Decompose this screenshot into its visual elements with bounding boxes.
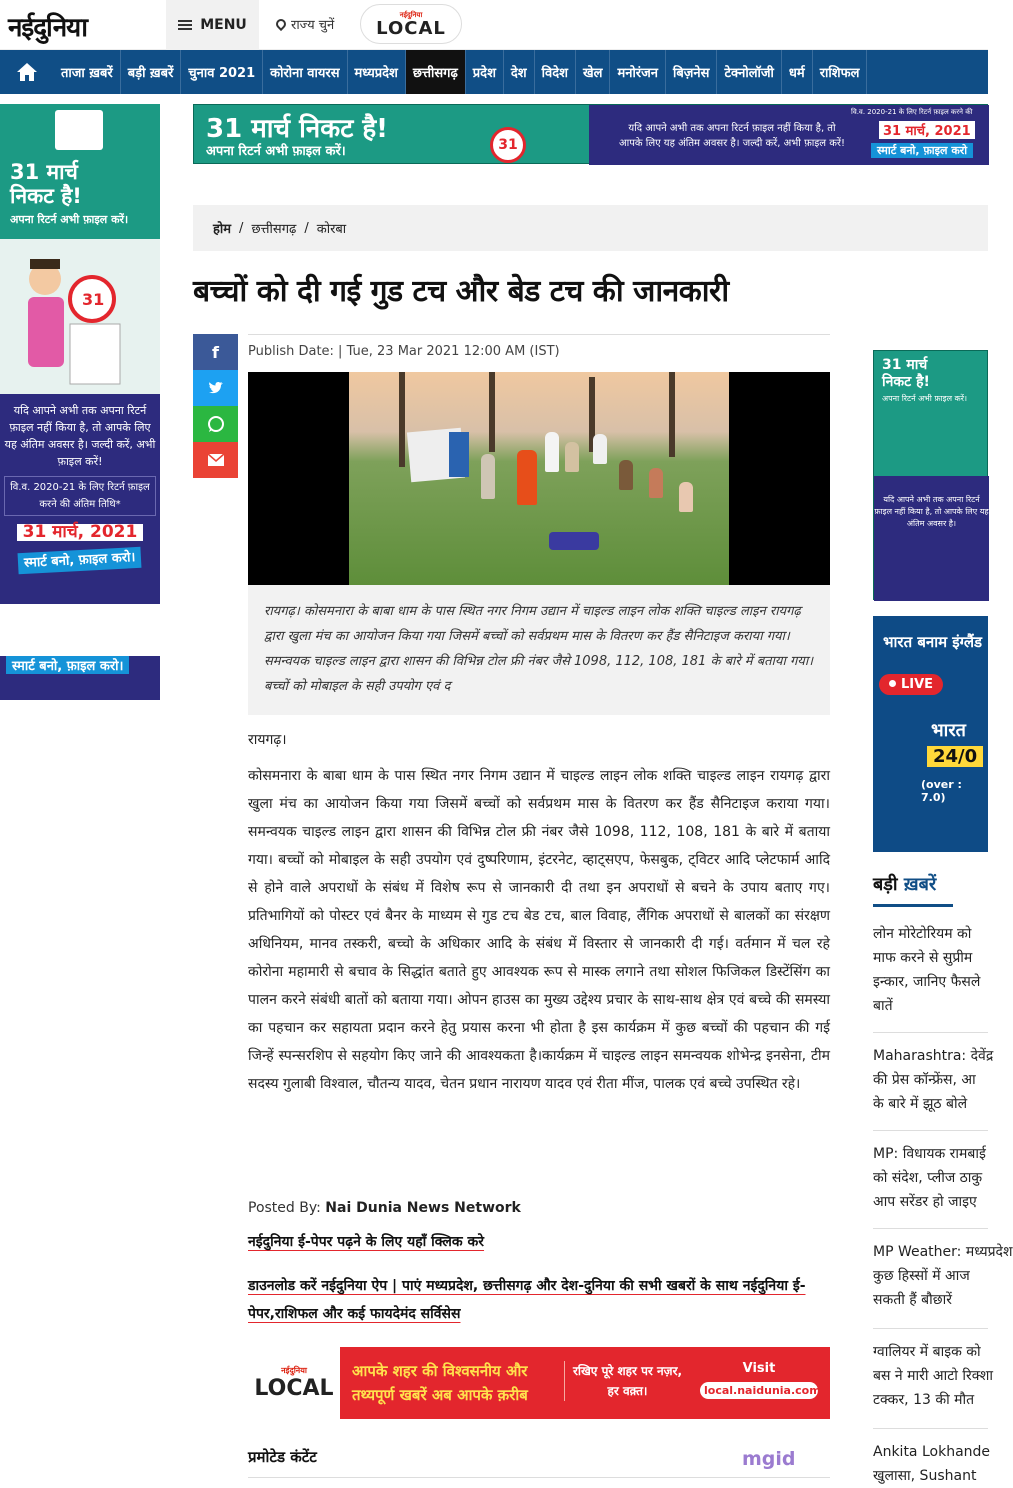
left-ad-banner-2[interactable] bbox=[0, 656, 160, 700]
local-ad-visit bbox=[700, 1361, 821, 1399]
nav-item-2[interactable]: चुनाव 2021 bbox=[181, 50, 263, 94]
top-news-divider bbox=[873, 1328, 988, 1329]
location-pin-icon bbox=[274, 17, 288, 31]
top-news-item[interactable] bbox=[873, 1044, 994, 1116]
live-team: भारत bbox=[931, 720, 966, 741]
left-ad-bottom bbox=[0, 394, 160, 604]
dateline: रायगढ़। bbox=[248, 732, 287, 748]
calendar-31-icon: 31 bbox=[490, 127, 526, 163]
top-news-divider bbox=[873, 1032, 988, 1033]
breadcrumb: होम / छत्तीसगढ़ / कोरबा bbox=[193, 205, 988, 251]
top-news-line: के बारे में झूठ बोले bbox=[873, 1096, 968, 1112]
live-badge: LIVE bbox=[879, 674, 943, 695]
right-ad-banner[interactable] bbox=[873, 350, 988, 600]
site-logo[interactable]: नईदुनिया bbox=[8, 13, 87, 43]
local-button[interactable] bbox=[360, 4, 462, 44]
promoted-content-heading: प्रमोटेड कंटेंट bbox=[248, 1448, 317, 1466]
article-photo[interactable] bbox=[248, 372, 830, 585]
right-ad-sub: अपना रिटर्न अभी फ़ाइल करें। bbox=[882, 394, 968, 403]
local-ad-url[interactable]: local.naidunia.com bbox=[700, 1382, 818, 1399]
breadcrumb-city[interactable]: कोरबा bbox=[316, 222, 347, 237]
nav-item-7[interactable]: देश bbox=[504, 50, 535, 94]
article-body: कोसमनारा के बाबा धाम के पास स्थित नगर निगम उद्यान में चाइल्ड लाइन लोक शक्ति चाइल्ड लाइन रायगढ़ द्वारा खुला मंच का आयोजन किया गया जिसमें बच्चों को सर्वप्रथम मास के वितरण कर हैंड सैनिटाइज कराया गया। समन्वयक चाइल्ड लाइन द्वारा शासन की विभिन्न टोल फ्री नंबर जैसे 1098, 112, 108, 181 के बारे में बताया गया। बच्चों को मोबाइल के सही उपयोग एवं दुष्परिणाम, इंटरनेट, व्हाट्सएप, फेसबुक, ट्विटर आदि प्लेटफार्म आदि से होने वाले अपराधों के संबंध में विशेष रूप से जानकारी दी तथा इन अपराधों से बचने के उपाय बताए गए। प्रतिभागियों को पोस्टर एवं बैनर के माध्यम से गुड टच बेड टच, बाल विवाह, लैंगिक अपराधों से बालकों का संरक्षण अधिनियम, मानव तस्करी, बच्चो के अधिकार आदि के संबंध में विस्तार से जानकारी दी गई। वर्तमान में चल रहे कोरोना महामारी से बचाव के सिद्धांत बताते हुए आवश्यक रूप से मास्क लगाने तथा सोशल फिजिकल डिस्टेंसिंग का पालन करने संबंधी बातों को बताया गया। ओपन हाउस का मुख्य उद्देश्य प्रचार के साथ-साथ क्षेत्र एवं बच्चे की समस्या का पहचान कर सहायता प्रदान करने हेतु प्रयास करना भी होता है इस कार्यक्रम में कुछ बच्चों की पहचान की गई जिन्हें स्पन्सरशिप से सहयोग किए जाने की आवश्यकता है।कार्यक्रम में चाइल्ड लाइन समन्वयक शोभेन्द्र इनसेना, टीम सदस्य गुलाबी विश्वाल, चौतन्य यादव, चेतन प्रधान नारायण यादव एवं रीता मींज, पालक एवं बच्चे उपस्थित रहे। bbox=[248, 768, 830, 1092]
local-ad-middle: रखिए पूरे शहर पर नज़र, हर वक़्त। bbox=[564, 1361, 684, 1401]
top-news-divider bbox=[873, 1228, 988, 1229]
local-big-text: LOCAL bbox=[376, 17, 446, 39]
tax-department-emblem bbox=[55, 110, 103, 150]
promoted-divider bbox=[248, 1477, 830, 1478]
live-score: 24/0 bbox=[927, 746, 983, 767]
top-news-underline bbox=[873, 904, 953, 907]
top-news-item[interactable] bbox=[873, 1340, 994, 1412]
top-news-line: सकती हैं बौछारें bbox=[873, 1292, 952, 1308]
top-news-line: कुछ हिस्सों में आज bbox=[873, 1268, 970, 1284]
menu-label: MENU bbox=[200, 17, 247, 33]
nav-item-8[interactable]: विदेश bbox=[535, 50, 576, 94]
right-ad-body: यदि आपने अभी तक अपना रिटर्न फ़ाइल नहीं किया है, तो आपके लिए यह अंतिम अवसर है। bbox=[874, 476, 989, 601]
left-ad-banner[interactable] bbox=[0, 104, 160, 604]
top-news-heading-a: बड़ी bbox=[873, 874, 898, 895]
article-title: बच्चों को दी गई गुड टच और बेड टच की जानकारी bbox=[193, 274, 729, 309]
posted-by-author[interactable]: Nai Dunia News Network bbox=[325, 1200, 521, 1216]
local-small-text: नईदुनिया bbox=[399, 10, 423, 19]
top-news-item[interactable] bbox=[873, 1440, 991, 1488]
hamburger-icon bbox=[178, 20, 192, 30]
nav-item-6[interactable]: प्रदेश bbox=[466, 50, 504, 94]
main-nav bbox=[0, 50, 988, 94]
live-title: भारत बनाम इंग्लैंड bbox=[883, 633, 983, 651]
nav-item-10[interactable]: मनोरंजन bbox=[610, 50, 666, 94]
nav-item-9[interactable]: खेल bbox=[576, 50, 610, 94]
mgid-logo[interactable]: mgid bbox=[742, 1448, 796, 1470]
top-news-line: इन्कार, जानिए फैसले bbox=[873, 974, 981, 990]
top-news-divider bbox=[873, 1428, 988, 1429]
top-news-line: टक्कर, 13 की मौत bbox=[873, 1392, 975, 1408]
menu-button[interactable] bbox=[166, 0, 259, 50]
epaper-link[interactable]: नईदुनिया ई-पेपर पढ़ने के लिए यहाँ क्लिक करे bbox=[248, 1234, 485, 1250]
top-news-line: Ankita Lokhande bbox=[873, 1444, 991, 1460]
top-news-line: Maharashtra: देवेंद्र bbox=[873, 1048, 994, 1064]
right-ad-headline: 31 मार्च निकट है! bbox=[882, 357, 930, 390]
local-ad-visit-label: Visit bbox=[742, 1361, 776, 1376]
top-news-line: ग्वालियर में बाइक को bbox=[873, 1344, 981, 1360]
nav-item-3[interactable]: कोरोना वायरस bbox=[263, 50, 347, 94]
state-label: राज्य चुनें bbox=[291, 18, 335, 33]
top-bar bbox=[0, 0, 988, 50]
local-ad-banner[interactable] bbox=[248, 1347, 830, 1419]
top-ad-body: यदि आपने अभी तक अपना रिटर्न फ़ाइल नहीं किया है, तो आपके लिए यह अंतिम अवसर है। जल्दी करें, अभी फ़ाइल करें! bbox=[618, 123, 846, 149]
top-news-heading-b: ख़बरें bbox=[903, 874, 937, 895]
left-ad-sub: अपना रिटर्न अभी फ़ाइल करें। bbox=[10, 213, 129, 226]
top-news-line: बस ने मारी आटो रिक्शा bbox=[873, 1368, 994, 1384]
title-divider bbox=[248, 334, 830, 335]
nav-item-4[interactable]: मध्यप्रदेश bbox=[348, 50, 406, 94]
share-bar bbox=[193, 334, 238, 478]
app-download-link[interactable]: डाउनलोड करें नईदुनिया ऐप | पाएं मध्यप्रदेश, छत्तीसगढ़ और देश-दुनिया की सभी खबरों के साथ नईदुनिया ई-पेपर,राशिफल और कई फायदेमंद सर्विसेस bbox=[248, 1278, 806, 1322]
top-ad-headline: 31 मार्च निकट है! bbox=[206, 114, 389, 144]
state-selector[interactable] bbox=[276, 15, 334, 33]
posted-by bbox=[248, 1200, 521, 1216]
whatsapp-icon[interactable] bbox=[193, 406, 238, 442]
left-ad-date: 31 मार्च, 2021 bbox=[17, 524, 144, 541]
top-news-item[interactable] bbox=[873, 922, 988, 1018]
nav-item-11[interactable]: बिज़नेस bbox=[666, 50, 717, 94]
top-ad-right bbox=[589, 105, 989, 165]
top-news-line: MP: विधायक रामबाई bbox=[873, 1146, 986, 1162]
left-ad-2-slogan: स्मार्ट बनो, फ़ाइल करो। bbox=[6, 656, 129, 674]
twitter-icon[interactable] bbox=[193, 370, 238, 406]
local-ad-tagline: आपके शहर की विश्वसनीय और तथ्यपूर्ण खबरें अब आपके क़रीब bbox=[352, 1362, 528, 1404]
top-news-line: आप सरेंडर हो जाइए bbox=[873, 1194, 977, 1210]
local-ad-logo-big: LOCAL bbox=[254, 1376, 334, 1401]
top-news-line: बातें bbox=[873, 998, 893, 1014]
top-news-heading bbox=[873, 872, 936, 896]
publish-date: Publish Date: | Tue, 23 Mar 2021 12:00 AM (IST) bbox=[248, 344, 560, 359]
left-ad-note: वि.व. 2020-21 के लिए रिटर्न फ़ाइल करने की अंतिम तिथि* bbox=[4, 476, 156, 516]
top-news-line: MP Weather: मध्यप्रदेश bbox=[873, 1244, 1013, 1260]
top-news-line: की प्रेस कॉन्फ्रेंस, आ bbox=[873, 1072, 976, 1088]
nav-item-1[interactable]: बड़ी ख़बरें bbox=[121, 50, 182, 94]
left-ad-body: यदि आपने अभी तक अपना रिटर्न फ़ाइल नहीं किया है, तो आपके लिए यह अंतिम अवसर है। जल्दी करें, अभी फ़ाइल करें! bbox=[4, 404, 156, 468]
top-news-line: माफ करने से सुप्रीम bbox=[873, 950, 973, 966]
top-ad-note: वि.व. 2020-21 के लिए रिटर्न फ़ाइल करने की bbox=[851, 108, 973, 116]
email-icon[interactable] bbox=[193, 442, 238, 478]
nav-item-0[interactable]: ताजा ख़बरें bbox=[54, 50, 121, 94]
local-ad-logo-small: नईदुनिया bbox=[281, 1366, 307, 1375]
top-news-line: को संदेश, प्लीज ठाकु bbox=[873, 1170, 983, 1186]
posted-by-label: Posted By: bbox=[248, 1200, 321, 1216]
left-ad-slogan: स्मार्ट बनो, फ़ाइल करो। bbox=[18, 547, 142, 574]
home-icon[interactable] bbox=[0, 50, 54, 94]
top-ad-banner[interactable] bbox=[193, 104, 988, 164]
breadcrumb-home[interactable]: होम bbox=[213, 222, 232, 237]
nav-item-12[interactable]: टेक्नोलॉजी bbox=[717, 50, 781, 94]
nav-item-5[interactable]: छत्तीसगढ़ bbox=[406, 50, 466, 94]
breadcrumb-state[interactable]: छत्तीसगढ़ bbox=[251, 222, 297, 237]
live-overs: (over : 7.0) bbox=[921, 778, 962, 804]
top-news-item[interactable] bbox=[873, 1240, 1013, 1312]
nav-item-13[interactable]: धर्म bbox=[782, 50, 813, 94]
photo-caption: रायगढ़। कोसमनारा के बाबा धाम के पास स्थित नगर निगम उद्यान में चाइल्ड लाइन लोक शक्ति चाइल्ड लाइन रायगढ़ द्वारा खुला मंच का आयोजन किया गया जिसमें बच्चों को सर्वप्रथम मास के वितरण कर हैंड सैनिटाइज कराया गया। समन्वयक चाइल्ड लाइन द्वारा शासन की विभिन्न टोल फ्री नंबर जैसे 1098, 112, 108, 181 के बारे में बताया गया। बच्चों को मोबाइल के सही उपयोग एवं द bbox=[248, 585, 830, 715]
top-ad-slogan: स्मार्ट बनो, फ़ाइल करो bbox=[871, 143, 973, 158]
live-score-widget[interactable] bbox=[873, 616, 988, 852]
top-news-divider bbox=[873, 1130, 988, 1131]
svg-text:31: 31 bbox=[82, 290, 105, 309]
left-ad-headline: 31 मार्च निकट है! bbox=[10, 160, 82, 208]
nav-item-14[interactable]: राशिफल bbox=[813, 50, 868, 94]
local-ad-logo bbox=[248, 1347, 340, 1419]
top-news-line: लोन मोरेटोरियम को bbox=[873, 926, 972, 942]
top-news-line: खुलासा, Sushant bbox=[873, 1468, 977, 1484]
top-ad-sub: अपना रिटर्न अभी फ़ाइल करें। bbox=[206, 144, 346, 159]
photo-scene bbox=[349, 372, 729, 585]
top-news-item[interactable] bbox=[873, 1142, 988, 1214]
top-ad-date: 31 मार्च, 2021 bbox=[879, 121, 975, 139]
facebook-icon[interactable]: f bbox=[193, 334, 238, 370]
